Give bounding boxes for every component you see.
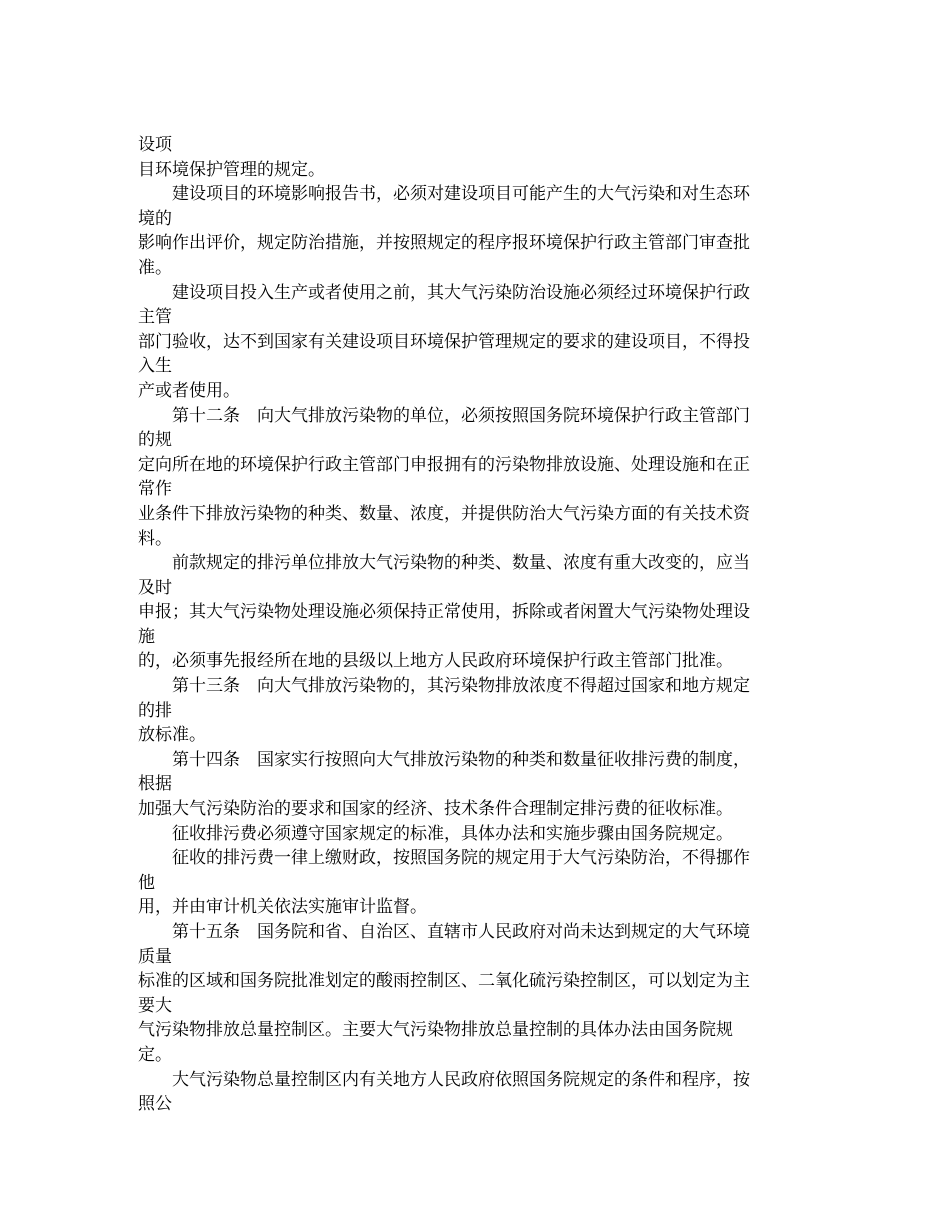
text-line: 定。: [138, 1044, 172, 1065]
text-line: 加强大气污染防治的要求和国家的经济、技术条件合理制定排污费的征收标准。: [138, 799, 733, 820]
text-line: 照公: [138, 1094, 172, 1115]
text-line: 第十五条 国务院和省、自治区、直辖市人民政府对尚未达到规定的大气环境: [138, 922, 750, 942]
text-line: 主管: [138, 307, 172, 328]
text-line: 申报；其大气污染物处理设施必须保持正常使用，拆除或者闲置大气污染物处理设: [138, 602, 750, 623]
text-line: 要大: [138, 995, 172, 1016]
text-line: 用，并由审计机关依法实施审计监督。: [138, 897, 427, 918]
document-body: [138, 133, 818, 1117]
text-line: 准。: [138, 257, 172, 278]
text-line: 第十二条 向大气排放污染物的单位，必须按照国务院环境保护行政主管部门: [138, 405, 750, 426]
text-line: 施: [138, 626, 155, 647]
text-line: 第十三条 向大气排放污染物的，其污染物排放浓度不得超过国家和地方规定: [138, 676, 750, 697]
text-line: 征收排污费必须遵守国家规定的标准，具体办法和实施步骤由国务院规定。: [138, 823, 733, 844]
text-line: 根据: [138, 774, 172, 795]
text-line: 的，必须事先报经所在地的县级以上地方人民政府环境保护行政主管部门批准。: [138, 651, 733, 672]
text-line: 气污染物排放总量控制区。主要大气污染物排放总量控制的具体办法由国务院规: [138, 1020, 733, 1041]
text-line: 常作: [138, 479, 172, 500]
text-line: 料。: [138, 528, 172, 549]
text-line: 部门验收，达不到国家有关建设项目环境保护管理规定的要求的建设项目，不得投: [138, 331, 750, 352]
text-line: 的规: [138, 430, 172, 451]
text-line: 及时: [138, 577, 172, 598]
text-line: 目环境保护管理的规定。: [138, 159, 325, 180]
text-line: 设项: [138, 135, 172, 155]
text-line: 定向所在地的环境保护行政主管部门申报拥有的污染物排放设施、处理设施和在正: [138, 454, 750, 475]
text-line: 的排: [138, 700, 172, 721]
text-line: 业条件下排放污染物的种类、数量、浓度，并提供防治大气污染方面的有关技术资: [138, 503, 750, 524]
text-line: 建设项目的环境影响报告书，必须对建设项目可能产生的大气污染和对生态环: [138, 184, 750, 205]
text-line: 影响作出评价，规定防治措施，并按照规定的程序报环境保护行政主管部门审查批: [138, 233, 750, 254]
text-line: 境的: [138, 208, 172, 229]
text-line: 第十四条 国家实行按照向大气排放污染物的种类和数量征收排污费的制度，: [138, 749, 750, 770]
text-line: 放标准。: [138, 725, 206, 746]
text-line: 标准的区域和国务院批准划定的酸雨控制区、二氧化硫污染控制区，可以划定为主: [138, 971, 750, 992]
text-line: 前款规定的排污单位排放大气污染物的种类、数量、浓度有重大改变的，应当: [138, 553, 750, 574]
text-line: 质量: [138, 946, 172, 967]
text-line: 产或者使用。: [138, 380, 240, 401]
text-line: 大气污染物总量控制区内有关地方人民政府依照国务院规定的条件和程序，按: [138, 1069, 750, 1090]
text-line: 征收的排污费一律上缴财政，按照国务院的规定用于大气污染防治，不得挪作: [138, 848, 750, 869]
text-line: 他: [138, 872, 155, 893]
text-line: 建设项目投入生产或者使用之前，其大气污染防治设施必须经过环境保护行政: [138, 282, 750, 303]
text-line: 入生: [138, 356, 172, 377]
